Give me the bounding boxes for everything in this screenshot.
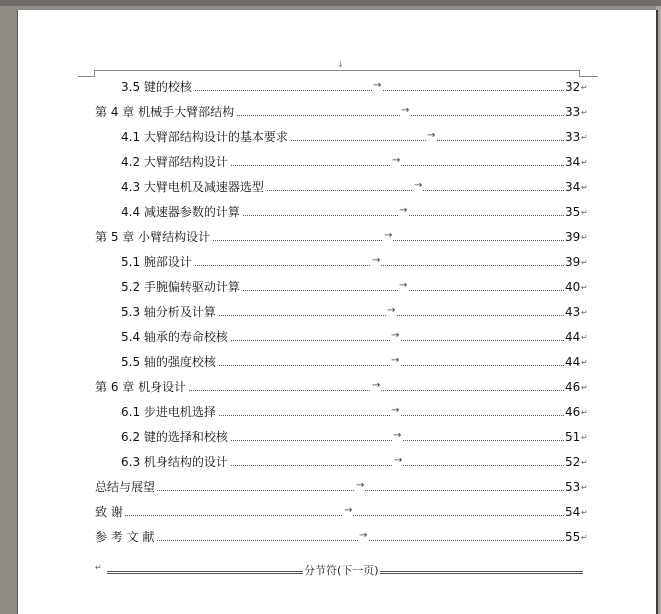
toc-page-number: 34 (565, 180, 581, 194)
tab-arrow-icon: → (398, 278, 408, 294)
toc-dot-leader (95, 490, 564, 491)
toc-entry[interactable] (95, 379, 588, 395)
paragraph-mark-icon: ↵ (581, 433, 588, 442)
toc-entry-label: 致 谢 (95, 505, 123, 519)
toc-entry-label: 4.1 大臂部结构设计的基本要求 (121, 130, 288, 144)
paragraph-mark-icon: ↵ (581, 483, 588, 492)
toc-entry-label: 4.3 大臂电机及减速器选型 (121, 180, 264, 194)
toc-entry[interactable] (121, 429, 588, 445)
toc-entry-label: 第 4 章 机械手大臂部结构 (95, 105, 235, 119)
margin-corner-left-vertical (94, 70, 95, 77)
toc-entry-label: 5.1 腕部设计 (121, 255, 192, 269)
section-break-label: 分节符(下一页) (304, 564, 379, 577)
vertical-scrollbar-edge[interactable] (656, 6, 661, 614)
toc-page-number: 46 (565, 405, 581, 419)
toc-entry[interactable] (121, 304, 588, 320)
paragraph-mark-icon: ↵ (581, 283, 588, 292)
tab-arrow-icon: → (372, 78, 382, 94)
toc-entry[interactable] (95, 229, 588, 245)
toc-page-number: 40 (565, 280, 581, 294)
paragraph-mark-icon: ↵ (581, 158, 588, 167)
toc-entry[interactable] (121, 404, 588, 420)
toc-page-number: 44 (565, 355, 581, 369)
toc-entry-label: 4.2 大臂部结构设计 (121, 155, 228, 169)
toc-page-number: 53 (565, 480, 581, 494)
toc-page-number: 33 (565, 105, 581, 119)
tab-arrow-icon: → (393, 453, 403, 469)
tab-arrow-icon: → (355, 478, 365, 494)
paragraph-mark-icon: ↵ (581, 508, 588, 517)
paragraph-mark-icon: ↵ (581, 308, 588, 317)
tab-arrow-icon: → (386, 303, 396, 319)
toc-entry-label: 6.2 键的选择和校核 (121, 430, 228, 444)
paragraph-mark-icon: ↵ (581, 383, 588, 392)
toc-entry[interactable] (121, 354, 588, 370)
toc-entry[interactable] (121, 154, 588, 170)
paragraph-mark-icon: ↵ (581, 333, 588, 342)
paragraph-mark-icon: ↵ (581, 408, 588, 417)
toc-page-number: 43 (565, 305, 581, 319)
tab-arrow-icon: → (383, 228, 393, 244)
toc-entry[interactable] (121, 204, 588, 220)
tab-arrow-icon: → (400, 103, 410, 119)
paragraph-mark-icon: ↵ (581, 183, 588, 192)
toc-entry-label: 3.5 键的校核 (121, 80, 192, 94)
paragraph-mark-icon: ↵ (581, 108, 588, 117)
paragraph-mark-icon: ↵ (581, 358, 588, 367)
paragraph-mark-icon: ↵ (581, 233, 588, 242)
tab-arrow-icon: → (398, 203, 408, 219)
toc-page-number: 39 (565, 230, 581, 244)
tab-arrow-icon: → (390, 403, 400, 419)
toc-entry-label: 5.3 轴分析及计算 (121, 305, 216, 319)
paragraph-mark-icon: ↵ (581, 458, 588, 467)
toc-page-number: 35 (565, 205, 581, 219)
toc-page-number: 51 (565, 430, 581, 444)
tab-arrow-icon: → (390, 353, 400, 369)
toc-entry-label: 参 考 文 献 (95, 530, 155, 544)
toc-entry[interactable] (121, 129, 588, 145)
toc-entry[interactable] (95, 504, 588, 520)
toc-page-number: 52 (565, 455, 581, 469)
toc-page-number: 55 (565, 530, 581, 544)
toc-entry-label: 6.1 步进电机选择 (121, 405, 216, 419)
tab-arrow-icon: → (358, 528, 368, 544)
tab-arrow-icon: → (392, 428, 402, 444)
toc-page-number: 33 (565, 130, 581, 144)
toc-page-number: 46 (565, 380, 581, 394)
paragraph-mark-icon: ↵ (581, 258, 588, 267)
header-boundary-line (95, 70, 579, 71)
toc-entry[interactable] (121, 179, 588, 195)
window-top-border (0, 0, 661, 6)
toc-dot-leader (95, 540, 564, 541)
toc-entry[interactable] (121, 79, 588, 95)
tab-arrow-icon: → (426, 128, 436, 144)
paragraph-mark-icon: ↵ (581, 83, 588, 92)
toc-dot-leader (95, 515, 564, 516)
header-paragraph-mark: ↓ (337, 60, 344, 69)
tab-arrow-icon: → (371, 253, 381, 269)
toc-entry-label: 5.5 轴的强度校核 (121, 355, 216, 369)
toc-page-number: 44 (565, 330, 581, 344)
toc-entry-label: 第 6 章 机身设计 (95, 380, 187, 394)
toc-entry[interactable] (121, 279, 588, 295)
margin-corner-right-vertical (579, 70, 580, 77)
paragraph-mark-icon: ↵ (581, 533, 588, 542)
paragraph-mark-icon: ↵ (581, 208, 588, 217)
toc-entry-label: 5.4 轴承的寿命校核 (121, 330, 228, 344)
tab-arrow-icon: → (413, 178, 423, 194)
toc-entry-label: 总结与展望 (95, 480, 156, 494)
tab-arrow-icon: → (371, 378, 381, 394)
toc-entry-label: 6.3 机身结构的设计 (121, 455, 228, 469)
section-break-next-page (95, 562, 583, 578)
toc-page-number: 32 (565, 80, 581, 94)
toc-entry-label: 4.4 减速器参数的计算 (121, 205, 240, 219)
tab-arrow-icon: → (343, 503, 353, 519)
toc-entry[interactable] (95, 479, 588, 495)
margin-corner-left (78, 76, 94, 77)
toc-entry-label: 第 5 章 小臂结构设计 (95, 230, 211, 244)
toc-entry[interactable] (121, 329, 588, 345)
tab-arrow-icon: → (391, 153, 401, 169)
toc-entry[interactable] (95, 104, 588, 120)
toc-entry[interactable] (121, 254, 588, 270)
toc-entry[interactable] (121, 454, 588, 470)
paragraph-mark-icon: ↵ (581, 133, 588, 142)
tab-arrow-icon: → (390, 328, 400, 344)
margin-corner-right (580, 76, 598, 77)
toc-entry[interactable] (95, 529, 588, 545)
toc-page-number: 54 (565, 505, 581, 519)
toc-entry-label: 5.2 手腕偏转驱动计算 (121, 280, 240, 294)
toc-page-number: 34 (565, 155, 581, 169)
section-break-mark: ↵ (95, 563, 102, 572)
toc-page-number: 39 (565, 255, 581, 269)
